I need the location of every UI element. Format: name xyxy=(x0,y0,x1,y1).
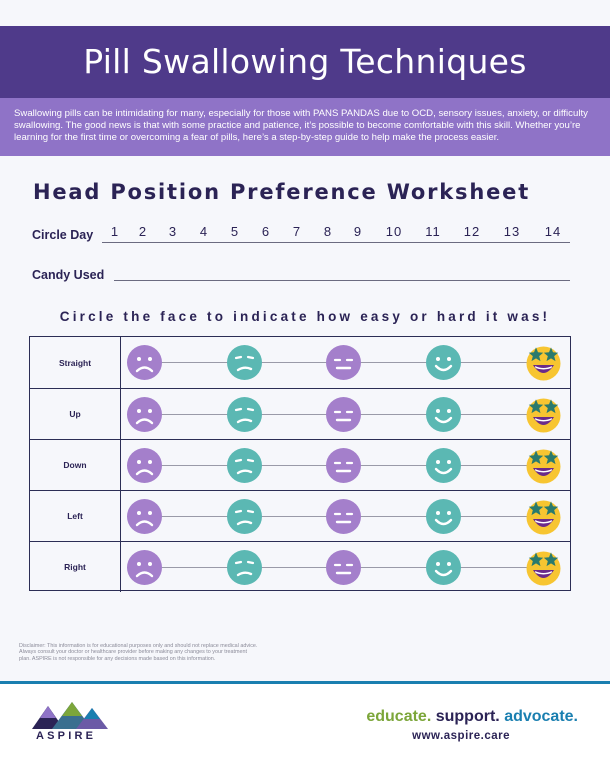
column-divider xyxy=(120,389,121,439)
tagline-support: support. xyxy=(435,708,500,725)
smile-face-icon[interactable] xyxy=(425,549,462,586)
circle-day-line xyxy=(102,242,570,243)
star-eyes-face-icon[interactable] xyxy=(525,396,562,433)
tagline-educate: educate. xyxy=(366,708,432,725)
day-option-4[interactable]: 4 xyxy=(199,224,209,239)
sad-face-icon[interactable] xyxy=(126,447,163,484)
footer xyxy=(0,684,610,763)
day-option-11[interactable]: 11 xyxy=(425,224,441,239)
smile-face-icon[interactable] xyxy=(425,447,462,484)
frown-face-icon[interactable] xyxy=(226,396,263,433)
instruction-text: Circle the face to indicate how easy or hard it was! xyxy=(59,309,551,324)
row-label: Left xyxy=(67,511,83,521)
day-option-10[interactable]: 10 xyxy=(385,224,403,239)
day-option-14[interactable]: 14 xyxy=(544,224,562,239)
sad-face-icon[interactable] xyxy=(126,396,163,433)
neutral-face-icon[interactable] xyxy=(325,549,362,586)
sad-face-icon[interactable] xyxy=(126,498,163,535)
intro-text: Swallowing pills can be intimidating for many, especially for those with PANS PANDAS due to OCD, sensory issues, anxiety, or difficulty swallowing. The good news is that with some practice and patience, it’s possible to become comfortable with this skill. Whether you’re learning for the first time or overcoming a fear of pills, here’s a step-by-step guide to help make the process easier. xyxy=(14,108,588,143)
star-eyes-face-icon[interactable] xyxy=(525,549,562,586)
rating-row-left xyxy=(30,490,570,541)
neutral-face-icon[interactable] xyxy=(325,447,362,484)
star-eyes-face-icon[interactable] xyxy=(525,344,562,381)
frown-face-icon[interactable] xyxy=(226,549,263,586)
smile-face-icon[interactable] xyxy=(425,344,462,381)
row-label: Straight xyxy=(58,357,92,368)
page-title: Pill Swallowing Techniques xyxy=(83,42,527,81)
day-option-9[interactable]: 9 xyxy=(353,224,363,239)
candy-used-field[interactable] xyxy=(114,280,570,281)
day-option-8[interactable]: 8 xyxy=(323,224,333,239)
candy-used-label: Candy Used xyxy=(32,268,105,282)
neutral-face-icon[interactable] xyxy=(325,396,362,433)
column-divider xyxy=(120,440,121,490)
row-label: Right xyxy=(64,562,86,572)
rating-row-up xyxy=(30,388,570,439)
sad-face-icon[interactable] xyxy=(126,549,163,586)
star-eyes-face-icon[interactable] xyxy=(525,498,562,535)
tagline xyxy=(366,708,578,726)
sad-face-icon[interactable] xyxy=(126,344,163,381)
frown-face-icon[interactable] xyxy=(226,498,263,535)
day-option-2[interactable]: 2 xyxy=(138,224,148,239)
neutral-face-icon[interactable] xyxy=(325,344,362,381)
frown-face-icon[interactable] xyxy=(226,344,263,381)
column-divider xyxy=(120,491,121,541)
star-eyes-face-icon[interactable] xyxy=(525,447,562,484)
smile-face-icon[interactable] xyxy=(425,498,462,535)
logo-text: ASPIRE xyxy=(36,730,97,742)
face-rating-grid xyxy=(29,336,571,591)
disclaimer-text: Disclaimer: This information is for educational purposes only and should not replace medical advice. Always consult your doctor or healthcare provider before making any changes to your treatment plan. ASPIRE is not responsible for any decisions made based on this information. xyxy=(19,643,258,662)
row-label: Up xyxy=(69,409,81,419)
day-option-13[interactable]: 13 xyxy=(503,224,521,239)
day-option-5[interactable]: 5 xyxy=(230,224,240,239)
neutral-face-icon[interactable] xyxy=(325,498,362,535)
intro-banner xyxy=(0,98,610,156)
rating-row-straight xyxy=(30,337,570,388)
rating-row-down xyxy=(30,439,570,490)
day-option-12[interactable]: 12 xyxy=(463,224,481,239)
row-label: Down xyxy=(63,460,87,470)
worksheet-title: Head Position Preference Worksheet xyxy=(33,180,531,204)
column-divider xyxy=(120,337,121,388)
day-option-1[interactable]: 1 xyxy=(110,224,120,239)
day-option-6[interactable]: 6 xyxy=(261,224,271,239)
day-option-3[interactable]: 3 xyxy=(168,224,178,239)
day-option-7[interactable]: 7 xyxy=(292,224,302,239)
tagline-advocate: advocate. xyxy=(504,708,578,725)
smile-face-icon[interactable] xyxy=(425,396,462,433)
website-link[interactable]: www.aspire.care xyxy=(412,730,510,742)
column-divider xyxy=(120,542,121,592)
aspire-logo-icon xyxy=(30,702,110,730)
circle-day-label: Circle Day xyxy=(32,228,94,242)
page-header xyxy=(0,26,610,98)
rating-row-right xyxy=(30,541,570,592)
frown-face-icon[interactable] xyxy=(226,447,263,484)
